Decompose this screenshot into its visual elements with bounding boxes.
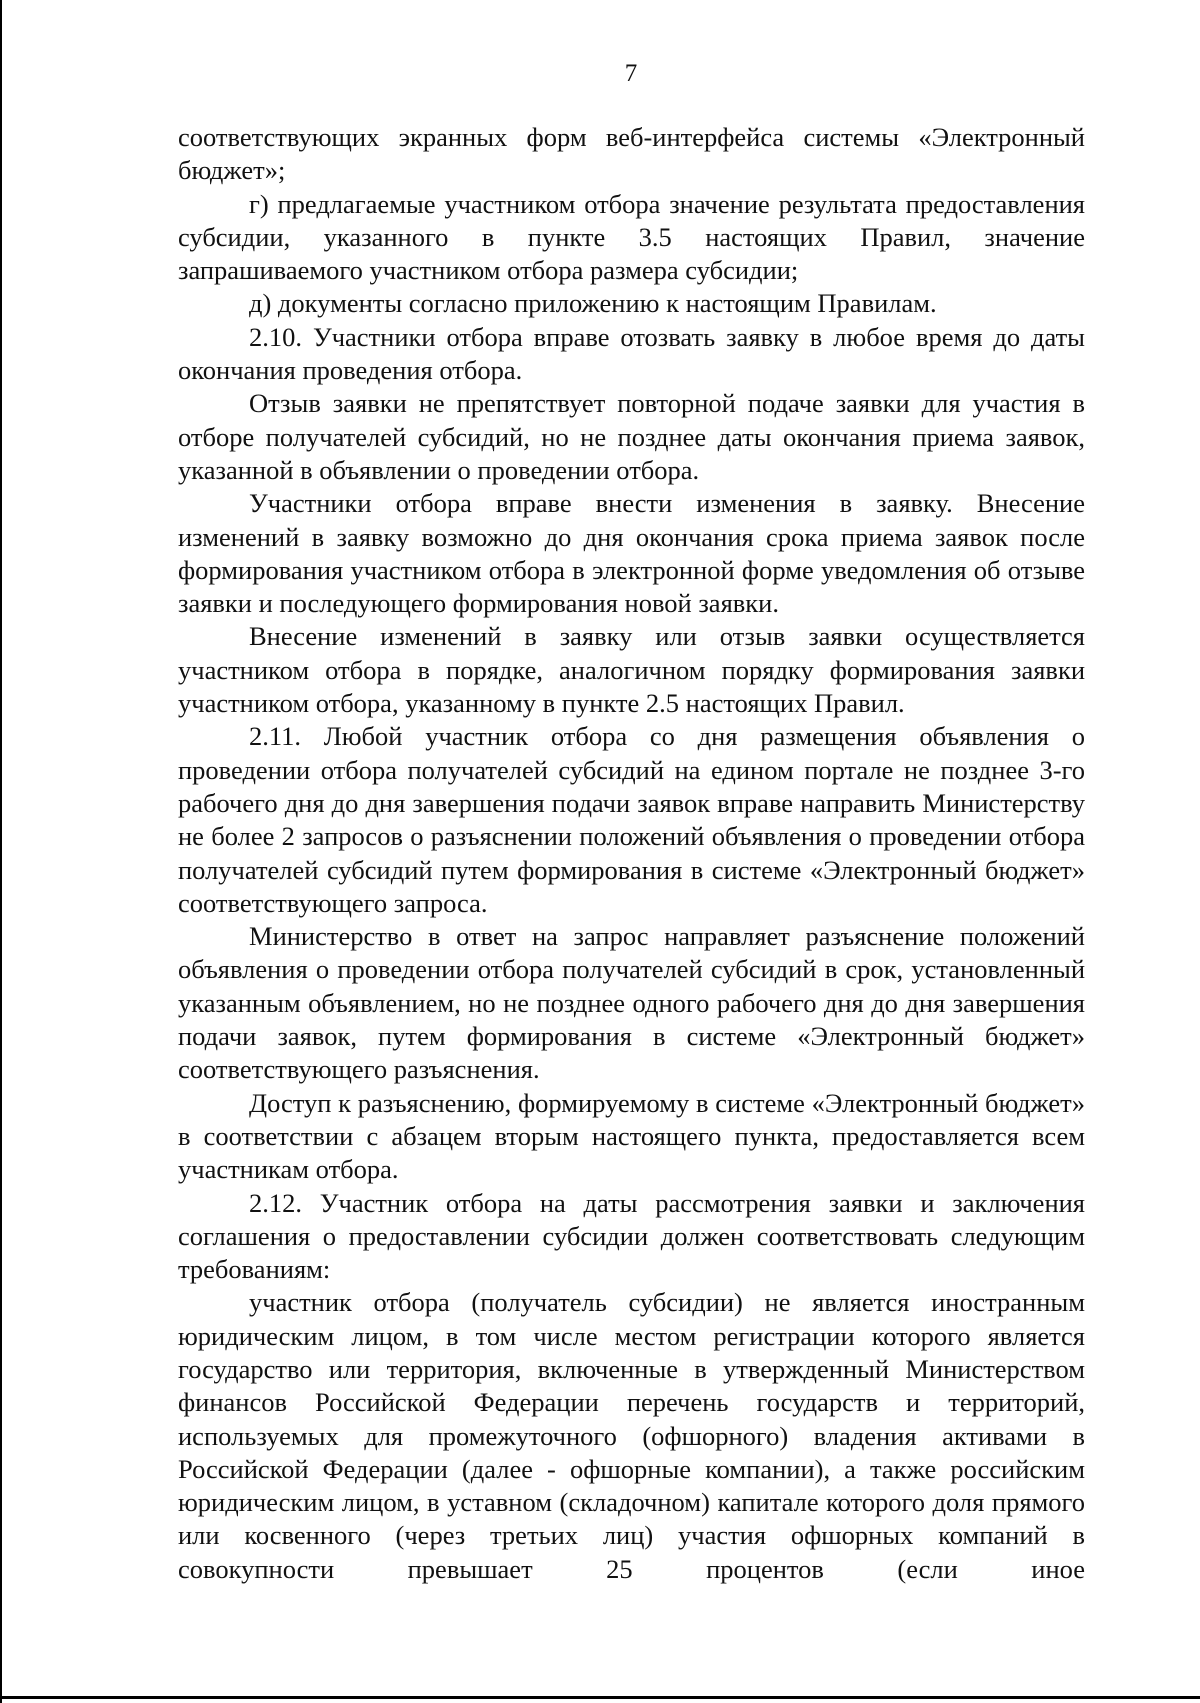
paragraph-2-10: 2.10. Участники отбора вправе отозвать заявку в любое время до даты окончания проведения отбора. (178, 321, 1085, 386)
document-body (178, 121, 1085, 1586)
paragraph: Доступ к разъяснению, формируемому в системе «Электронный бюджет» в соответствии с абзацем вторым настоящего пункта, предоставляется всем участникам отбора. (178, 1087, 1085, 1185)
scan-edge-bottom (0, 1696, 1200, 1699)
paragraph: Участники отбора вправе внести изменения в заявку. Внесение изменений в заявку возможно до дня окончания срока приема заявок после формирования участником отбора в электронной форме уведомления об отзыве заявки и последующего формирования новой заявки. (178, 488, 1085, 619)
page-number: 7 (624, 60, 638, 87)
paragraph-item-d: д) документы согласно приложению к настоящим Правилам. (249, 288, 937, 319)
paragraph: Министерство в ответ на запрос направляет разъяснение положений объявления о проведении отбора получателей субсидий в срок, установленный указанным объявлением, но не позднее одного рабочего дня до дня завершения подачи заявок, путем формирования в системе «Электронный бюджет» соответствующего разъяснения. (178, 921, 1085, 1085)
paragraph: соответствующих экранных форм веб-интерфейса системы «Электронный бюджет»; (178, 122, 1085, 186)
paragraph-2-11: 2.11. Любой участник отбора со дня размещения объявления о проведении отбора получателей субсидий на едином портале не позднее 3-го рабочего дня до дня завершения подачи заявок вправе направить Министерству не более 2 запросов о разъяснении положений объявления о проведении отбора получателей субсидий путем формирования в системе «Электронный бюджет» соответствующего запроса. (178, 721, 1085, 918)
paragraph-item-g: г) предлагаемые участником отбора значение результата предоставления субсидии, указанного в пункте 3.5 настоящих Правил, значение запрашиваемого участником отбора размера субсидии; (178, 188, 1085, 286)
scan-edge-left (0, 0, 2, 1703)
paragraph: участник отбора (получатель субсидии) не является иностранным юридическим лицом, в том числе местом регистрации которого является государство или территория, включенные в утвержденный Министерством финансов Российской Федерации перечень государств и территорий, используемых для промежуточного (офшорного) владения активами в Российской Федерации (далее - офшорные компании), а также российским юридическим лицом, в уставном (складочном) капитале которого доля прямого или косвенного (через третьих лиц) участия офшорных компаний в совокупности превышает 25 процентов (если иное (178, 1287, 1085, 1584)
paragraph-2-12: 2.12. Участник отбора на даты рассмотрения заявки и заключения соглашения о предоставлении субсидии должен соответствовать следующим требованиям: (178, 1187, 1085, 1285)
paragraph: Отзыв заявки не препятствует повторной подаче заявки для участия в отборе получателей субсидий, но не позднее даты окончания приема заявок, указанной в объявлении о проведении отбора. (178, 388, 1085, 485)
paragraph: Внесение изменений в заявку или отзыв заявки осуществляется участником отбора в порядке, аналогичном порядку формирования заявки участником отбора, указанному в пункте 2.5 настоящих Правил. (178, 621, 1085, 719)
